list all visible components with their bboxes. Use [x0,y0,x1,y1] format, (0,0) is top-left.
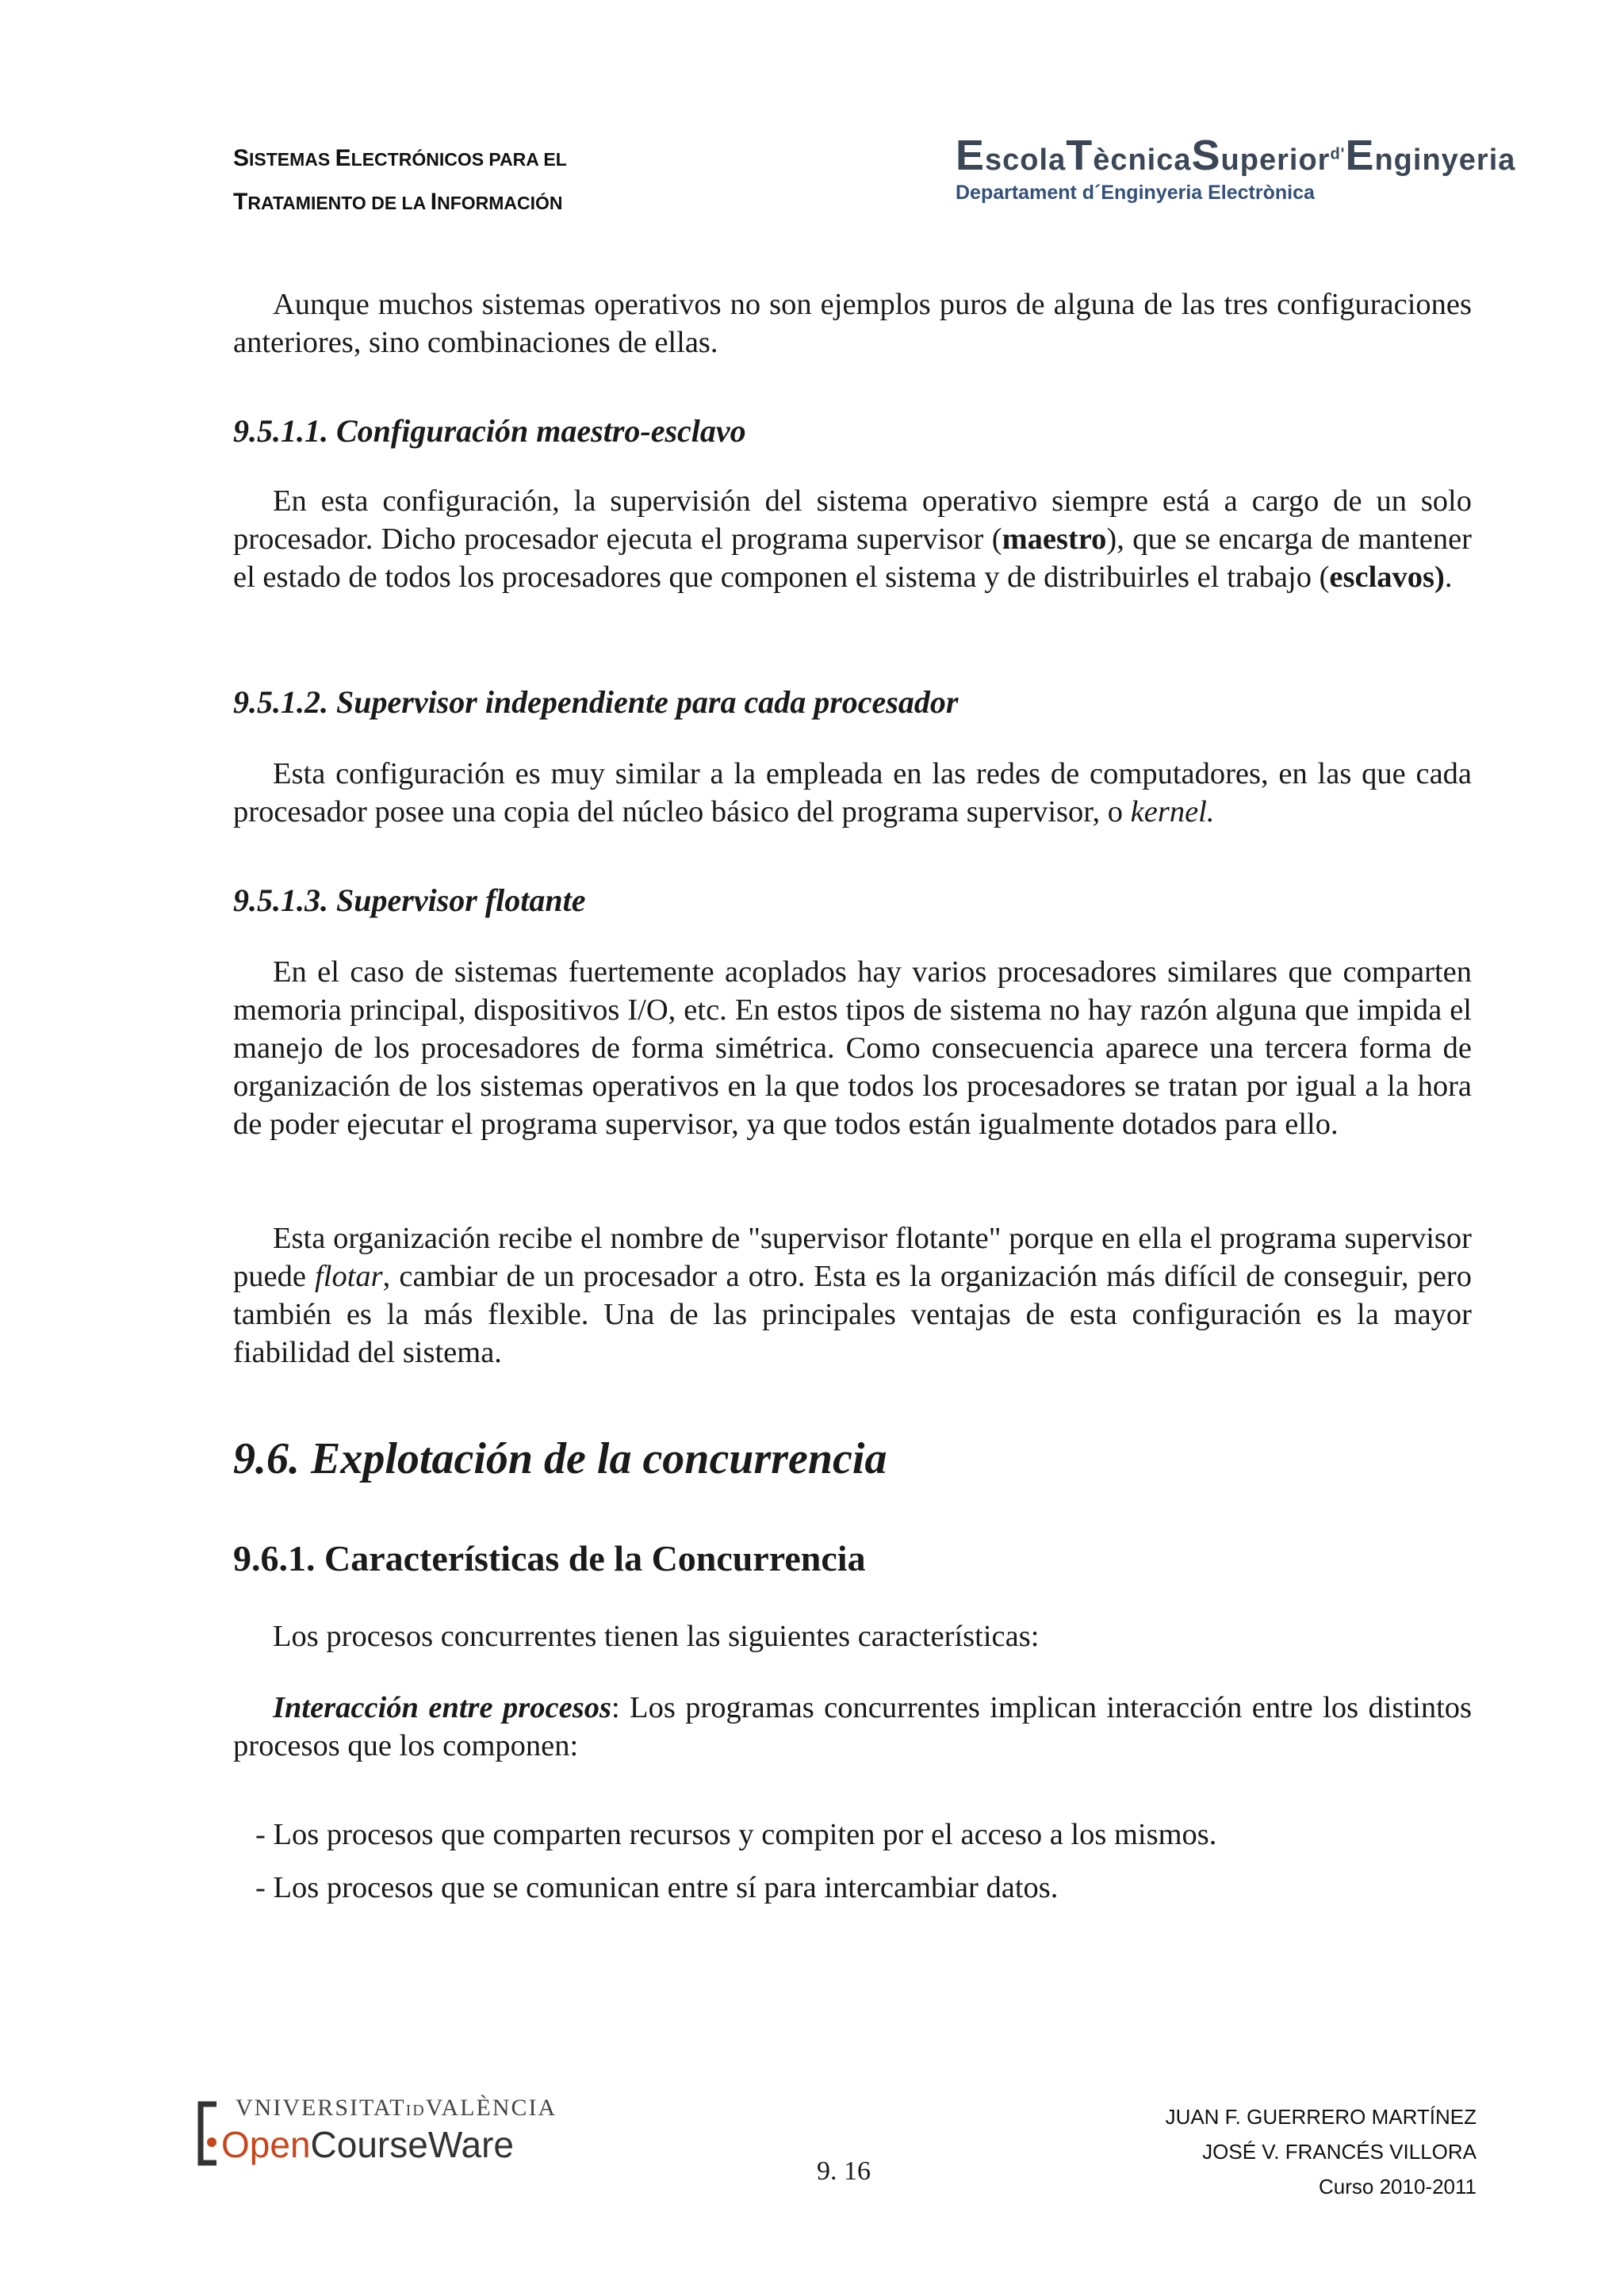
paragraph-independent-supervisor: Esta configuración es muy similar a la empleada en las redes de computadores, en las que cada procesador posee una copia del núcleo básico del programa supervisor, o kernel. [233,757,1472,828]
list-item: - Los procesos que se comunican entre sí para intercambiar datos. [255,1871,1059,1904]
course-year: Curso 2010-2011 [1319,2175,1477,2198]
heading-9-5-1-2: 9.5.1.2. Supervisor independiente para cada procesador [233,684,959,720]
header-text-segment: NFORMACIÓN [437,193,563,213]
header-text-segment: ISTEMAS [249,149,335,170]
university-name: VNIVERSITATIDVALÈNCIA [236,2095,557,2121]
header-text-segment: LECTRÓNICOS PARA EL [350,149,567,170]
paragraph-master-slave: En esta configuración, la supervisión del sistema operativo siempre está a cargo de un solo procesador. Dicho procesador ejecuta el programa supervisor (maestro), que se encarga de mantener el estado de todos los procesadores que componen el sistema y de distribuirles el trabajo (esclavos). [233,484,1472,594]
heading-9-6: 9.6. Explotación de la concurrencia [233,1434,887,1483]
heading-9-5-1-1: 9.5.1.1. Configuración maestro-esclavo [233,413,746,449]
author-2: JOSÉ V. FRANCÉS VILLORA [1202,2140,1477,2164]
header-text-segment: S [233,145,250,171]
department-name: Departament d´Enginyeria Electrònica [956,182,1315,204]
header-text-segment: E [335,145,351,171]
page-number: 9. 16 [817,2156,871,2186]
school-logo [956,131,1516,205]
paragraph-characteristics: Los procesos concurrentes tienen las siguientes características: [273,1620,1040,1653]
school-name: EscolaTècnicaSuperior$^{d'}$Enginyeria [956,132,1516,179]
opencourseware-wordmark: OpenCourseWare [221,2124,515,2165]
author-1: JUAN F. GUERRERO MARTÍNEZ [1165,2105,1477,2129]
heading-9-5-1-3: 9.5.1.3. Supervisor flotante [233,882,586,918]
paragraph-floating-supervisor: En el caso de sistemas fuertemente acoplados hay varios procesadores similares que comparten memoria principal, dispositivos I/O, etc. En estos tipos de sistema no hay razón alguna que impida el manejo de los procesadores de forma simétrica. Como consecuencia aparece una tercera forma de organización de los sistemas operativos en la que todos los procesadores se tratan por igual a la hora de poder ejecutar el programa supervisor, ya que todos están igualmente dotados para ello. [233,955,1472,1141]
university-emblem-icon [194,2101,220,2166]
heading-9-6-1: 9.6.1. Características de la Concurrencia [233,1538,866,1578]
header-text-segment: T [233,189,248,215]
running-header-title [233,139,567,226]
header-text-segment: RATAMIENTO DE LA [247,193,431,213]
paragraph-intro: Aunque muchos sistemas operativos no son ejemplos puros de alguna de las tres configuraciones anteriores, sino combinaciones de ellas. [233,288,1472,359]
header-text-segment: I [430,189,438,215]
list-item: - Los procesos que comparten recursos y compiten por el acceso a los mismos. [255,1818,1217,1851]
paragraph-floating-organization: Esta organización recibe el nombre de "supervisor flotante" porque en ella el programa supervisor puede flotar, cambiar de un procesador a otro. Esta es la organización más difícil de conseguir, pero también es la más flexible. Una de las principales ventajas de esta configuración es la mayor fiabilidad del sistema. [233,1222,1472,1369]
running-header-line-2 [233,182,567,226]
running-header-line-1 [233,139,567,182]
paragraph-interaction: Interacción entre procesos: Los programas concurrentes implican interacción entre los distintos procesos que los componen: [233,1691,1473,1762]
university-logo [194,2091,557,2171]
authors-block [1166,2099,1477,2204]
